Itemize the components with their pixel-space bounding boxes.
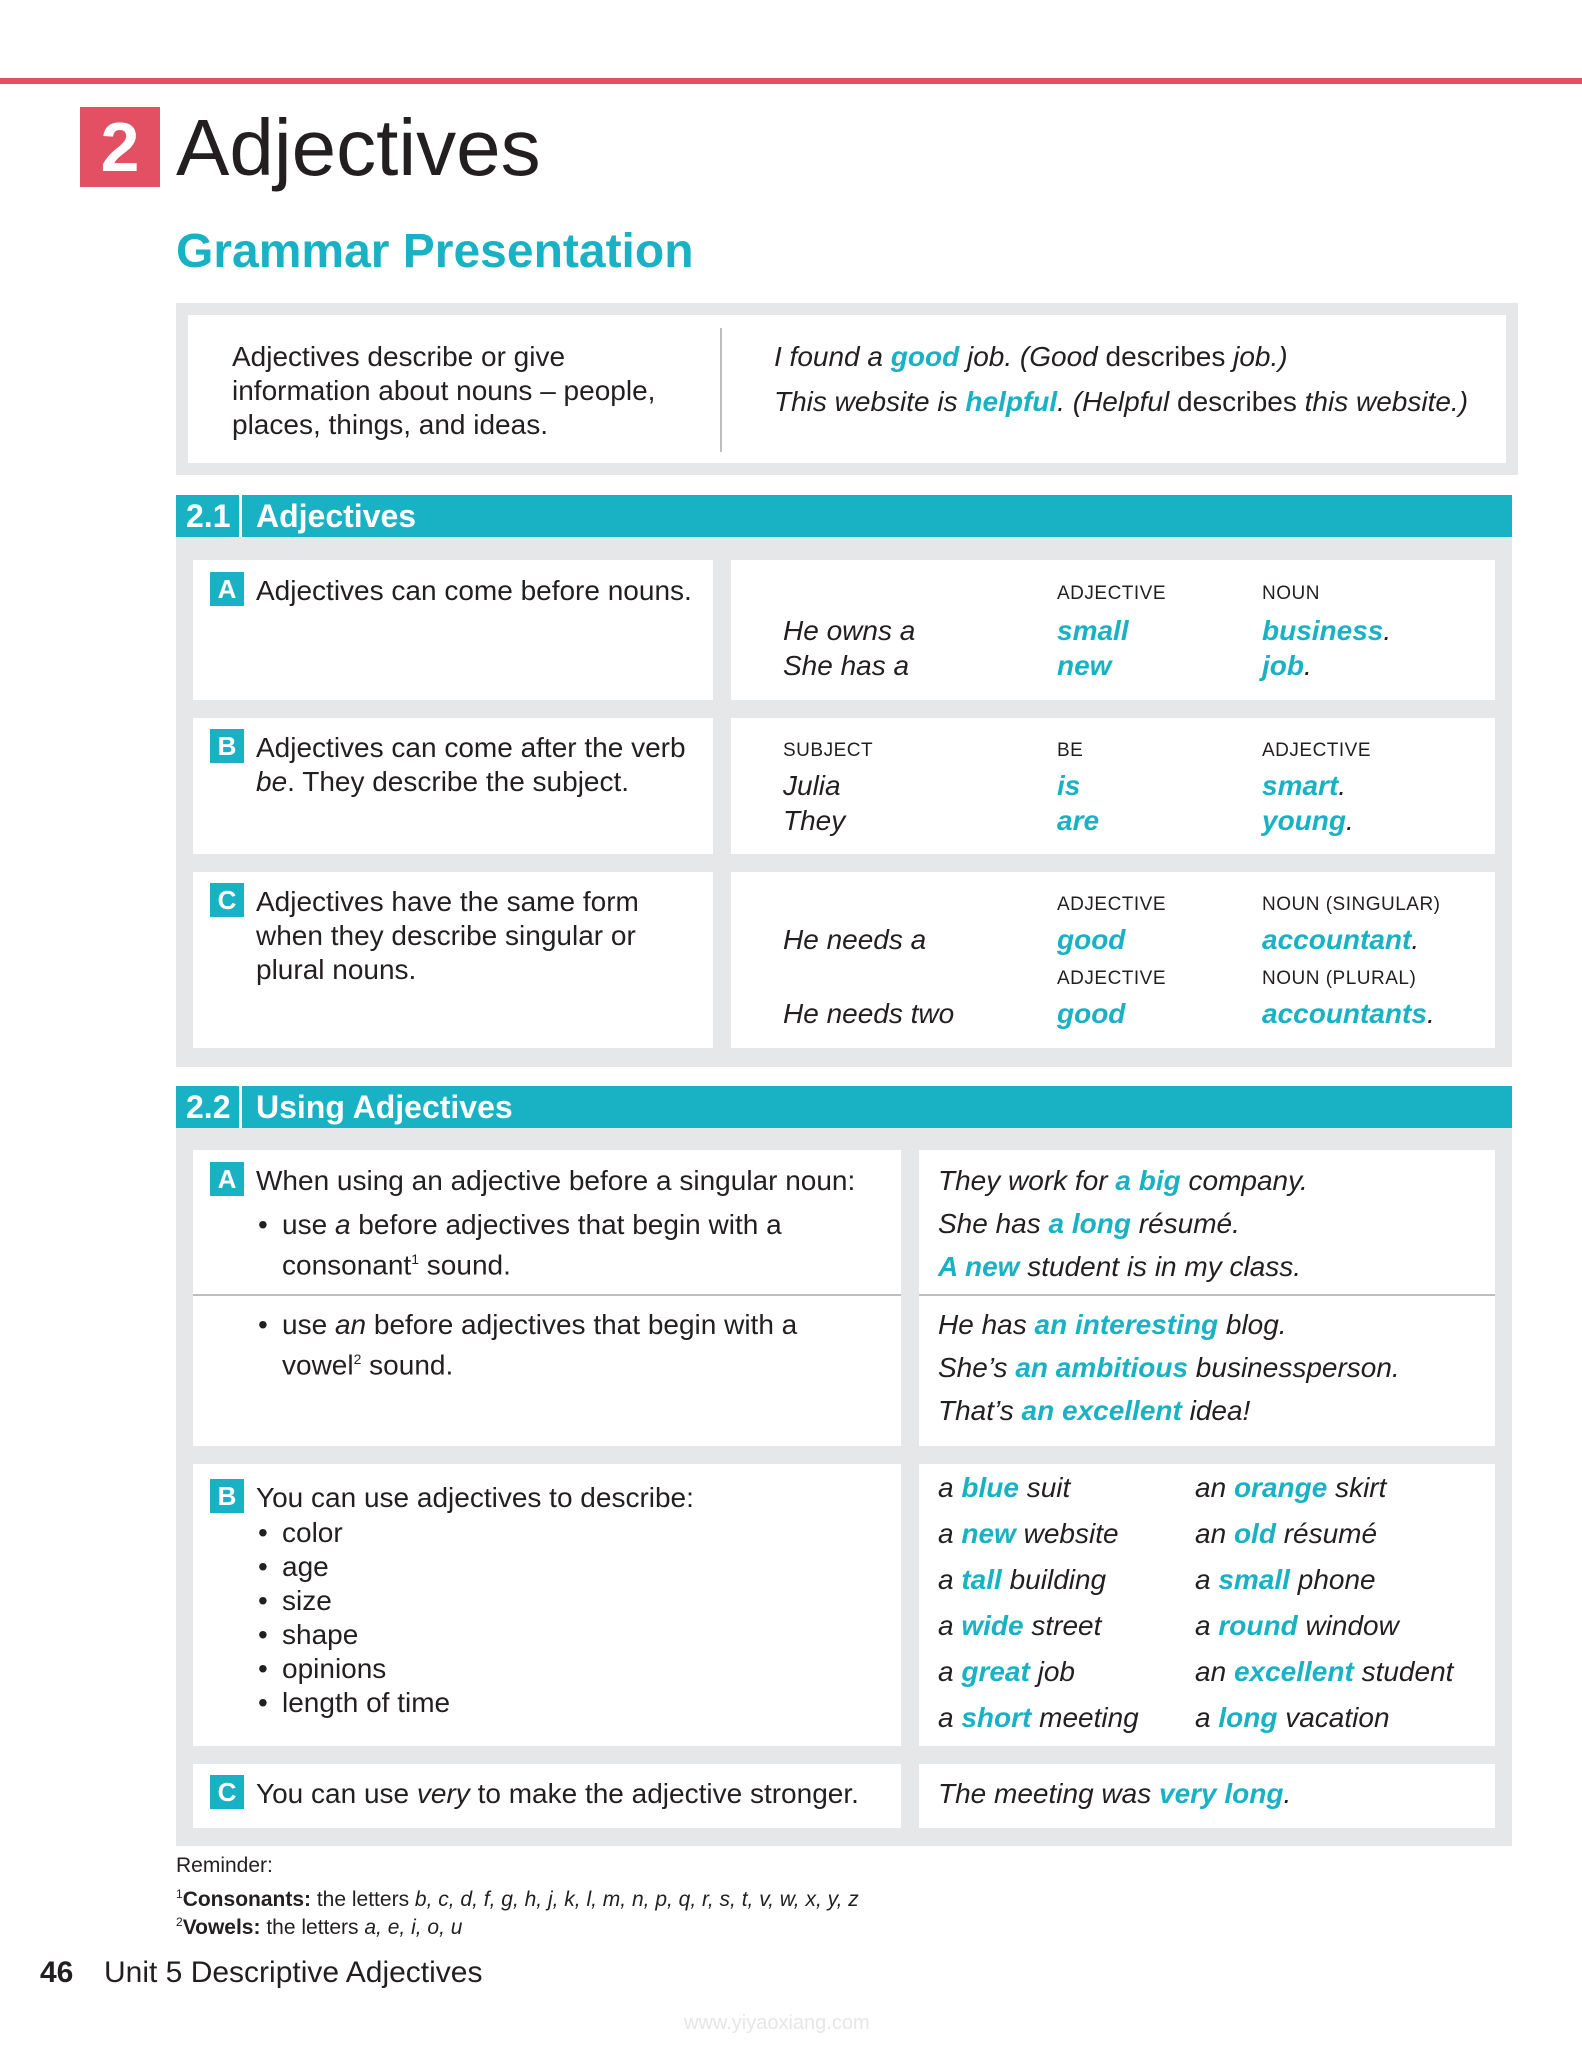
s21-c-row2-adj: good [1057, 998, 1126, 1029]
s22-b-text: You can use adjectives to describe: [256, 1482, 694, 1513]
s21-c-col-noun-singular: NOUN (SINGULAR) [1262, 894, 1441, 915]
reminder-title: Reminder: [176, 1854, 273, 1877]
s21-b-badge: B [210, 729, 244, 763]
s21-b-row1-adj: smart. [1262, 770, 1347, 801]
s22-b-bullet: • size [282, 1584, 332, 1618]
section-title: Grammar Presentation [176, 225, 694, 278]
s22-a-example: A new student is in my class. [938, 1251, 1302, 1282]
s22-b-example-right: a small phone [1195, 1564, 1376, 1595]
s21-a-row1-noun: business. [1262, 615, 1392, 646]
intro-divider [720, 328, 722, 452]
s22-b-example-right: an excellent student [1195, 1656, 1454, 1687]
s21-a-col-adjective: ADJECTIVE [1057, 583, 1167, 604]
s22-b-example-left: a wide street [938, 1610, 1102, 1641]
s22-a-bullet-1: • use a before adjectives that begin with a consonant$^1$ sound. [282, 1208, 842, 1282]
s22-b-example-left: a tall building [938, 1564, 1107, 1595]
section-bar-2-2 [176, 1086, 1512, 1128]
s22-a-example: That’s an excellent idea! [938, 1395, 1251, 1426]
reminder-vowels: $^2$Vowels: the letters a, e, i, o, u [176, 1915, 463, 1939]
s22-b-example-left: a new website [938, 1518, 1119, 1549]
s21-b-text: Adjectives can come after the verb be. They describe the subject. [256, 732, 686, 797]
s22-b-bullet: • color [282, 1516, 343, 1550]
s22-b-example-left: a blue suit [938, 1472, 1071, 1503]
s21-a-row1-subject: He owns a [783, 615, 916, 646]
s22-b-bullet: • age [282, 1550, 329, 1584]
s21-a-text: Adjectives can come before nouns. [256, 575, 692, 606]
s21-a-col-noun: NOUN [1262, 583, 1320, 604]
section-number: 2.1 [176, 495, 242, 537]
s22-b-bullet: • shape [282, 1618, 358, 1652]
unit-title: Unit 5 Descriptive Adjectives [104, 1956, 483, 1989]
s21-c-row1-adj: good [1057, 924, 1126, 955]
s21-c-col-adjective-2: ADJECTIVE [1057, 968, 1167, 989]
section-number: 2.2 [176, 1086, 242, 1128]
s21-b-row1-subject: Julia [783, 770, 841, 801]
s21-c-row1-noun: accountant. [1262, 924, 1420, 955]
s22-a-example: He has an interesting blog. [938, 1309, 1287, 1340]
section-name: Using Adjectives [256, 1089, 513, 1125]
s21-a-row2-adj: new [1057, 650, 1112, 681]
s21-a-row2-noun: job. [1262, 650, 1312, 681]
s22-b-example-right: an orange skirt [1195, 1472, 1387, 1503]
s21-c-text: Adjectives have the same form when they describe singular or plural nouns. [256, 886, 639, 985]
s21-b-row2-subject: They [783, 805, 846, 836]
chapter-number: 2 [80, 107, 160, 187]
s21-b-col-be: BE [1057, 740, 1084, 761]
watermark: www.yiyaoxiang.com [684, 2012, 870, 2034]
chapter-title: Adjectives [176, 103, 541, 192]
s22-b-example-right: a long vacation [1195, 1702, 1390, 1733]
s22-c-text: You can use very to make the adjective stronger. [256, 1778, 859, 1809]
s21-b-row2-be: are [1057, 805, 1100, 836]
s22-a-badge: A [210, 1162, 244, 1196]
intro-example-1: I found a good job. (Good describes job.) [774, 341, 1288, 372]
s21-c-col-adjective-1: ADJECTIVE [1057, 894, 1167, 915]
s22-b-bullet: • length of time [282, 1686, 450, 1720]
s22-b-example-right: an old résumé [1195, 1518, 1378, 1549]
s22-b-example-left: a great job [938, 1656, 1075, 1687]
s22-c-example: The meeting was very long. [938, 1778, 1292, 1809]
s22-a-text: When using an adjective before a singular noun: [256, 1165, 856, 1196]
intro-text: Adjectives describe or give information about nouns – people, places, things, and ideas. [232, 341, 656, 440]
s21-c-row2-noun: accountants. [1262, 998, 1435, 1029]
s21-c-badge: C [210, 883, 244, 917]
intro-example-2: This website is helpful. (Helpful describes this website.) [774, 386, 1469, 417]
s22-b-badge: B [210, 1479, 244, 1513]
s21-c-row1-subject: He needs a [783, 924, 927, 955]
s22-b-bullet: • opinions [282, 1652, 386, 1686]
s22-a-right-divider [919, 1294, 1495, 1296]
s22-a-example: She has a long résumé. [938, 1208, 1240, 1239]
s21-b-row1-be: is [1057, 770, 1081, 801]
s21-a-row1-adj: small [1057, 615, 1129, 646]
s22-a-example: They work for a big company. [938, 1165, 1308, 1196]
s22-b-example-left: a short meeting [938, 1702, 1139, 1733]
s21-b-col-adjective: ADJECTIVE [1262, 740, 1372, 761]
s22-b-example-right: a round window [1195, 1610, 1399, 1641]
s21-c-col-noun-plural: NOUN (PLURAL) [1262, 968, 1417, 989]
reminder-consonants: $^1$Consonants: the letters b, c, d, f, g, h, j, k, l, m, n, p, q, r, s, t, v, w, x, y, z [176, 1887, 859, 1911]
top-rule [0, 78, 1582, 84]
s21-b-right [731, 718, 1495, 854]
s22-c-badge: C [210, 1775, 244, 1809]
section-bar-2-1 [176, 495, 1512, 537]
s22-a-bullet-2: • use an before adjectives that begin with a vowel$^2$ sound. [282, 1308, 842, 1382]
s21-a-row2-subject: She has a [783, 650, 910, 681]
page-number: 46 [40, 1956, 74, 1989]
s21-b-col-subject: SUBJECT [783, 740, 874, 761]
section-name: Adjectives [256, 498, 417, 534]
s21-a-badge: A [210, 572, 244, 606]
s21-c-row2-subject: He needs two [783, 998, 955, 1029]
s22-a-left-divider [193, 1294, 901, 1296]
s22-a-example: She’s an ambitious businessperson. [938, 1352, 1400, 1383]
s21-b-row2-adj: young. [1262, 805, 1354, 836]
